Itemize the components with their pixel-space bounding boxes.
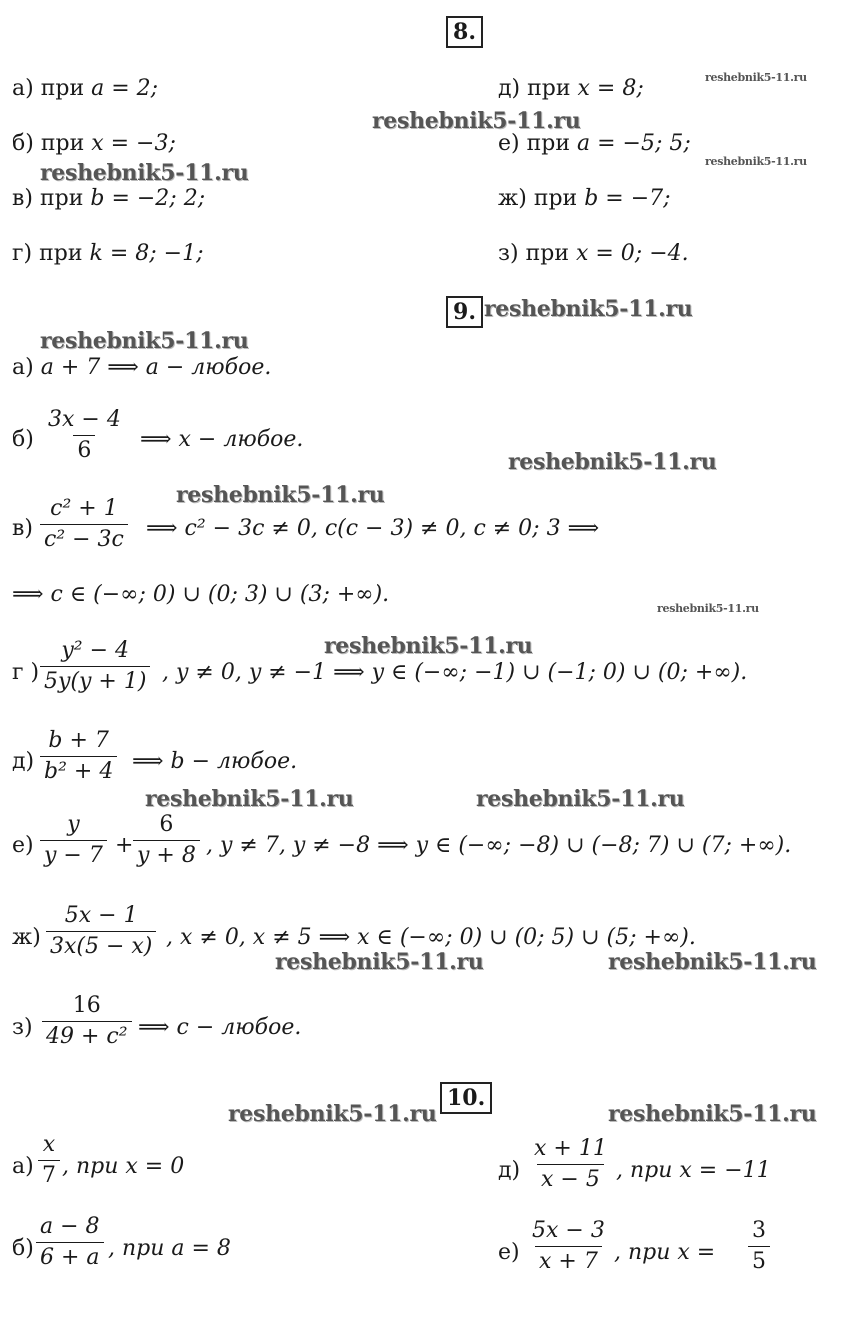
item-9e-fraction-2: $\frac{6}{y + 8}$ — [133, 812, 200, 869]
watermark: reshebnik5-11.ru — [176, 482, 385, 508]
item-9d-label: д) — [12, 749, 35, 774]
item-9g-rest: , y ≠ 0, y ≠ −1 ⟹ y ∈ (−∞; −1) ∪ (−1; 0) ∪ (0; +∞). — [162, 660, 748, 685]
item-10e-label: е) — [498, 1240, 520, 1265]
item-8v: в) при b = −2; 2; — [12, 186, 206, 211]
item-10e-value-fraction: $\frac{3}{5}$ — [748, 1218, 770, 1275]
item-9e-fraction-1: $\frac{y}{y - 7}$ — [40, 812, 107, 869]
item-8z: з) при x = 0; −4. — [498, 241, 689, 266]
item-10e-fraction: $\frac{5x - 3}{x + 7}$ — [532, 1218, 605, 1274]
item-9b-rest: ⟹ x − любое. — [140, 427, 304, 452]
watermark: reshebnik5-11.ru — [40, 160, 249, 186]
item-9zh-label: ж) — [12, 925, 41, 950]
item-8g: г) при k = 8; −1; — [12, 241, 204, 266]
watermark: reshebnik5-11.ru — [705, 155, 807, 168]
item-8b: б) при x = −3; — [12, 131, 176, 156]
item-10b-fraction: $\frac{a - 8}{6 + a}$ — [36, 1214, 104, 1271]
item-10d-label: д) — [498, 1158, 521, 1183]
watermark: reshebnik5-11.ru — [228, 1101, 437, 1127]
watermark: reshebnik5-11.ru — [324, 633, 533, 659]
item-10e-rest: , при x = — [614, 1240, 716, 1265]
watermark: reshebnik5-11.ru — [372, 108, 581, 134]
item-9a: а) a + 7 ⟹ a − любое. — [12, 355, 272, 380]
watermark: reshebnik5-11.ru — [657, 602, 759, 615]
item-9v-fraction: $\frac{\text{c² + 1}}{\text{c² − 3c}}$ — [40, 496, 128, 553]
item-9g-label: г ) — [12, 660, 40, 685]
watermark: reshebnik5-11.ru — [40, 328, 249, 354]
watermark: reshebnik5-11.ru — [608, 1101, 817, 1127]
item-10a-label: а) — [12, 1154, 34, 1179]
section-10-number: 10. — [440, 1082, 492, 1114]
item-9z-fraction: $\frac{16}{\text{49 + c²}}$ — [42, 993, 132, 1050]
item-8e: е) при a = −5; 5; — [498, 131, 691, 156]
item-8d: д) при x = 8; — [498, 76, 644, 101]
watermark: reshebnik5-11.ru — [275, 949, 484, 975]
item-9v-label: в) — [12, 516, 33, 541]
watermark: reshebnik5-11.ru — [145, 786, 354, 812]
watermark: reshebnik5-11.ru — [476, 786, 685, 812]
section-8-number: 8. — [446, 16, 483, 48]
watermark: reshebnik5-11.ru — [508, 449, 717, 475]
item-9g-fraction: $\frac{\text{y² − 4}}{5y(y + 1)}$ — [40, 638, 150, 695]
item-9e-rest: , y ≠ 7, y ≠ −8 ⟹ y ∈ (−∞; −8) ∪ (−8; 7) ∪ (7; +∞). — [206, 833, 792, 858]
item-10b-label: б) — [12, 1236, 34, 1261]
item-9b-fraction: $\frac{3x - 4}{6}$ — [48, 407, 121, 463]
item-10b-rest: , при a = 8 — [108, 1236, 231, 1261]
watermark: reshebnik5-11.ru — [484, 296, 693, 322]
watermark: reshebnik5-11.ru — [608, 949, 817, 975]
item-10d-fraction: $\frac{x + 11}{x - 5}$ — [534, 1136, 607, 1192]
item-10d-rest: , при x = −11 — [616, 1158, 771, 1183]
item-9e-label: е) — [12, 833, 34, 858]
item-10a-rest: , при x = 0 — [62, 1154, 185, 1179]
item-8zh: ж) при b = −7; — [498, 186, 671, 211]
item-9z-rest: ⟹ c − любое. — [138, 1015, 302, 1040]
item-9z-label: з) — [12, 1015, 33, 1040]
item-9d-rest: ⟹ b − любое. — [132, 749, 298, 774]
item-9zh-fraction: $\frac{5x - 1}{3x(5 - x)}$ — [46, 903, 156, 960]
item-9v-rest: ⟹ c² − 3c ≠ 0, c(c − 3) ≠ 0, c ≠ 0; 3 ⟹ — [146, 516, 600, 541]
item-9v-line2: ⟹ c ∈ (−∞; 0) ∪ (0; 3) ∪ (3; +∞). — [12, 582, 390, 607]
item-9d-fraction: $\frac{b + 7}{\text{b² + 4}}$ — [40, 728, 117, 785]
item-9e-plus: + — [115, 833, 134, 858]
item-8a: а) при a = 2; — [12, 76, 159, 101]
item-9b-label: б) — [12, 427, 34, 452]
item-10a-fraction: $\frac{x}{7}$ — [38, 1132, 60, 1189]
item-9zh-rest: , x ≠ 0, x ≠ 5 ⟹ x ∈ (−∞; 0) ∪ (0; 5) ∪ (5; +∞). — [166, 925, 696, 950]
section-9-number: 9. — [446, 296, 483, 328]
watermark: reshebnik5-11.ru — [705, 71, 807, 84]
